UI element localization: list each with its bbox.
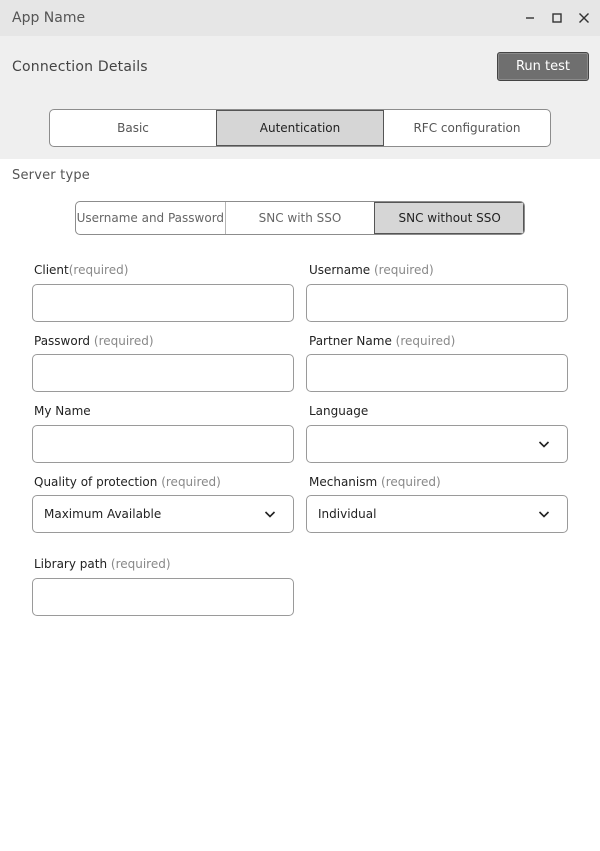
chevron-down-icon bbox=[262, 506, 278, 522]
quality-required-hint: (required) bbox=[161, 475, 221, 489]
close-icon[interactable] bbox=[575, 9, 593, 27]
server-type-snc-with-sso[interactable]: SNC with SSO bbox=[225, 202, 375, 234]
quality-select-value: Maximum Available bbox=[44, 507, 162, 521]
app-title: App Name bbox=[12, 10, 86, 26]
username-required-hint: (required) bbox=[374, 263, 434, 277]
username-label: Username (required) bbox=[309, 263, 434, 277]
my-name-label: My Name bbox=[34, 404, 91, 418]
client-required-hint: (required) bbox=[68, 263, 129, 277]
mechanism-label: Mechanism (required) bbox=[309, 475, 441, 489]
page-title: Connection Details bbox=[12, 59, 148, 75]
partner-name-required-hint: (required) bbox=[395, 334, 456, 348]
client-label: Client(required) bbox=[34, 263, 129, 277]
server-type-username-password[interactable]: Username and Password bbox=[76, 211, 225, 225]
library-path-label: Library path (required) bbox=[34, 557, 171, 571]
chevron-down-icon bbox=[536, 506, 552, 522]
library-path-required-hint: (required) bbox=[110, 557, 171, 571]
server-type-label: Server type bbox=[12, 168, 91, 183]
tab-rfc-configuration[interactable]: RFC configuration bbox=[413, 121, 521, 135]
run-test-button[interactable]: Run test bbox=[497, 52, 589, 81]
username-input[interactable] bbox=[306, 284, 568, 322]
quality-of-protection-select[interactable] bbox=[32, 495, 294, 533]
language-label: Language bbox=[309, 404, 369, 418]
password-required-hint: (required) bbox=[93, 334, 154, 348]
quality-label: Quality of protection (required) bbox=[34, 475, 221, 489]
chevron-down-icon bbox=[536, 436, 552, 452]
password-label: Password (required) bbox=[34, 334, 154, 348]
tab-basic[interactable]: Basic bbox=[117, 121, 149, 135]
tab-authentication[interactable]: Autentication bbox=[216, 110, 384, 146]
partner-name-label: Partner Name (required) bbox=[309, 334, 456, 348]
server-type-segmented-control bbox=[75, 201, 525, 235]
mechanism-select[interactable] bbox=[306, 495, 568, 533]
my-name-input[interactable] bbox=[32, 425, 294, 463]
server-type-snc-without-sso[interactable]: SNC without SSO bbox=[374, 202, 524, 234]
title-bar bbox=[0, 0, 600, 36]
mechanism-required-hint: (required) bbox=[381, 475, 441, 489]
client-input[interactable] bbox=[32, 284, 294, 322]
partner-name-input[interactable] bbox=[306, 354, 568, 392]
tab-bar bbox=[49, 109, 551, 147]
password-input[interactable] bbox=[32, 354, 294, 392]
mechanism-select-value: Individual bbox=[318, 507, 377, 521]
library-path-input[interactable] bbox=[32, 578, 294, 616]
minimize-icon[interactable] bbox=[521, 9, 539, 27]
maximize-icon[interactable] bbox=[548, 9, 566, 27]
language-select[interactable] bbox=[306, 425, 568, 463]
